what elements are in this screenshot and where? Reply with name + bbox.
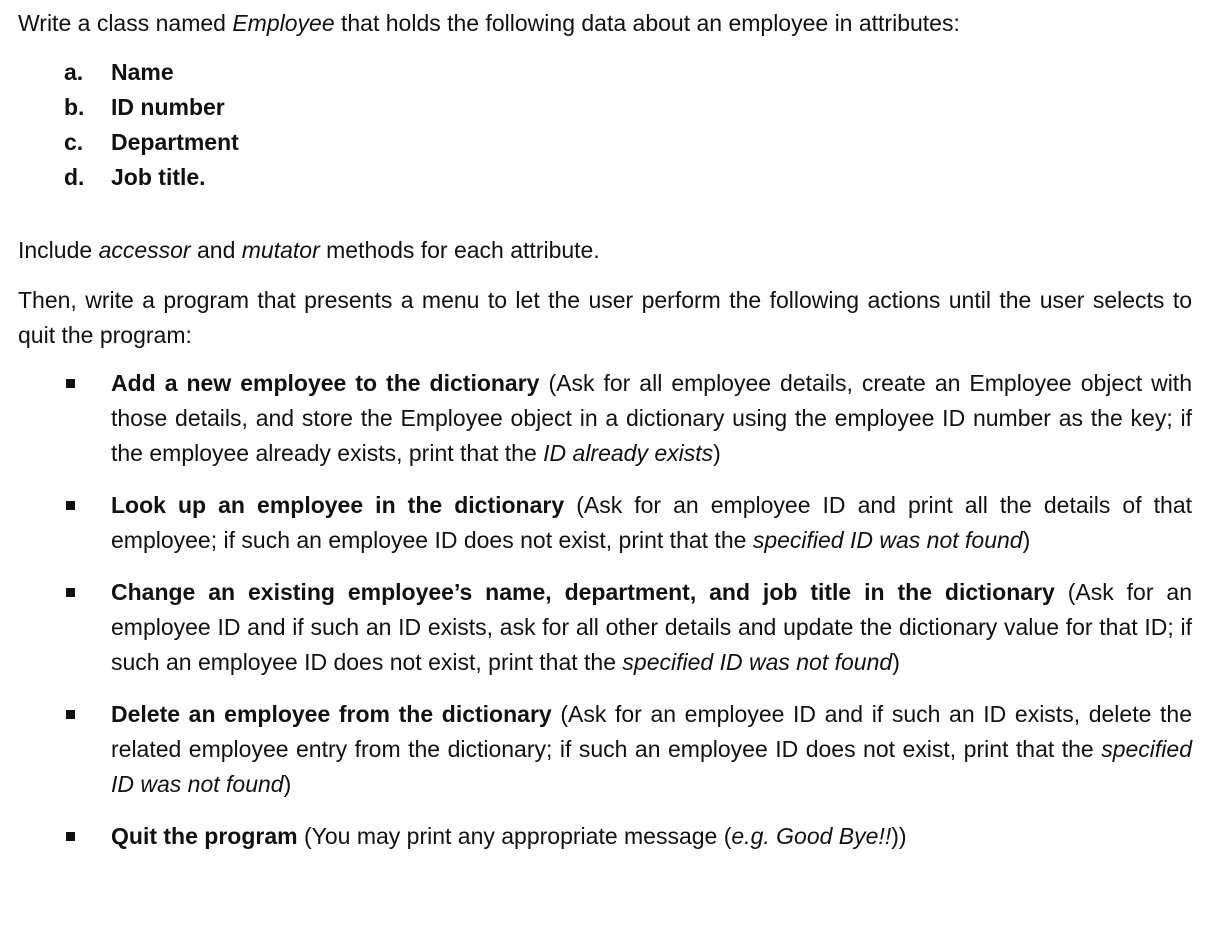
- attribute-marker: b.: [64, 94, 85, 120]
- square-bullet-icon: [66, 832, 75, 841]
- program-paragraph: Then, write a program that presents a menu to let the user perform the following actions until the user selects to quit the program:: [18, 287, 1192, 348]
- intro-text-before: Write a class named: [18, 10, 233, 36]
- square-bullet-icon: [66, 710, 75, 719]
- menu-item-desc: (You may print any appropriate message (: [297, 823, 732, 849]
- accessor-text-3: methods for each attribute.: [319, 237, 600, 263]
- accessor-term: accessor: [98, 237, 191, 263]
- attribute-label: ID number: [111, 94, 225, 120]
- intro-paragraph: [18, 6, 1192, 41]
- accessor-text-2: and: [190, 237, 242, 263]
- square-bullet-icon: [66, 379, 75, 388]
- attribute-label: Name: [111, 59, 174, 85]
- class-name: Employee: [232, 10, 335, 36]
- attribute-marker: a.: [64, 59, 84, 85]
- attribute-item: [18, 160, 1192, 195]
- menu-item-emphasis: e.g. Good Bye!!: [731, 823, 892, 849]
- menu-item-emphasis: specified ID was not found: [622, 649, 893, 675]
- attribute-marker: d.: [64, 164, 85, 190]
- menu-item: [18, 819, 1192, 854]
- attribute-list: [18, 55, 1192, 195]
- document-body: [18, 6, 1192, 854]
- menu-item-end: ): [713, 440, 721, 466]
- menu-item-title: Delete an employee from the dictionary: [111, 701, 552, 727]
- attribute-item: [18, 125, 1192, 160]
- accessor-paragraph: [18, 233, 1192, 268]
- menu-item-desc: (Ask for an employee ID and if such an ID exists, ask for all other details and update the dictionary value for that ID; if such an employee ID does not exist, print that the: [111, 579, 1192, 675]
- menu-item-title: Look up an employee in the dictionary: [111, 492, 565, 518]
- square-bullet-icon: [66, 588, 75, 597]
- menu-item-emphasis: ID already exists: [543, 440, 714, 466]
- menu-item-desc: (Ask for an employee ID and if such an ID exists, delete the related employee entry from the dictionary; if such an employee ID does not exist, print that the: [111, 701, 1193, 762]
- attribute-label: Job title.: [111, 164, 206, 190]
- menu-item-end: )): [891, 823, 907, 849]
- attribute-marker: c.: [64, 129, 84, 155]
- menu-list: [18, 366, 1192, 854]
- attribute-label: Department: [111, 129, 239, 155]
- accessor-text-1: Include: [18, 237, 99, 263]
- menu-item-end: ): [892, 649, 900, 675]
- mutator-term: mutator: [241, 237, 320, 263]
- menu-item: [18, 697, 1192, 802]
- menu-item-end: ): [1022, 527, 1031, 553]
- attribute-item: [18, 90, 1192, 125]
- menu-item-title: Quit the program: [111, 823, 298, 849]
- menu-item-emphasis: specified ID was not found: [752, 527, 1023, 553]
- attribute-item: [18, 55, 1192, 90]
- menu-item-desc: (Ask for all employee details, create an Employee object with those details, and store the Employee object in a dictionary using the employee ID number as the key; if the employee already exists, print that the: [111, 370, 1192, 466]
- menu-item-desc: (Ask for an employee ID and print all the details of that employee; if such an employee ID does not exist, print that the: [111, 492, 1192, 553]
- menu-item: [18, 488, 1192, 558]
- menu-item-emphasis: specified ID was not found: [111, 736, 1192, 797]
- menu-item: [18, 575, 1192, 680]
- square-bullet-icon: [66, 501, 75, 510]
- intro-text-after: that holds the following data about an employee in attributes:: [334, 10, 960, 36]
- menu-item-end: ): [283, 771, 292, 797]
- menu-item: [18, 366, 1192, 471]
- menu-item-title: Add a new employee to the dictionary: [111, 370, 540, 396]
- menu-item-title: Change an existing employee’s name, department, and job title in the dictionary: [111, 579, 1055, 605]
